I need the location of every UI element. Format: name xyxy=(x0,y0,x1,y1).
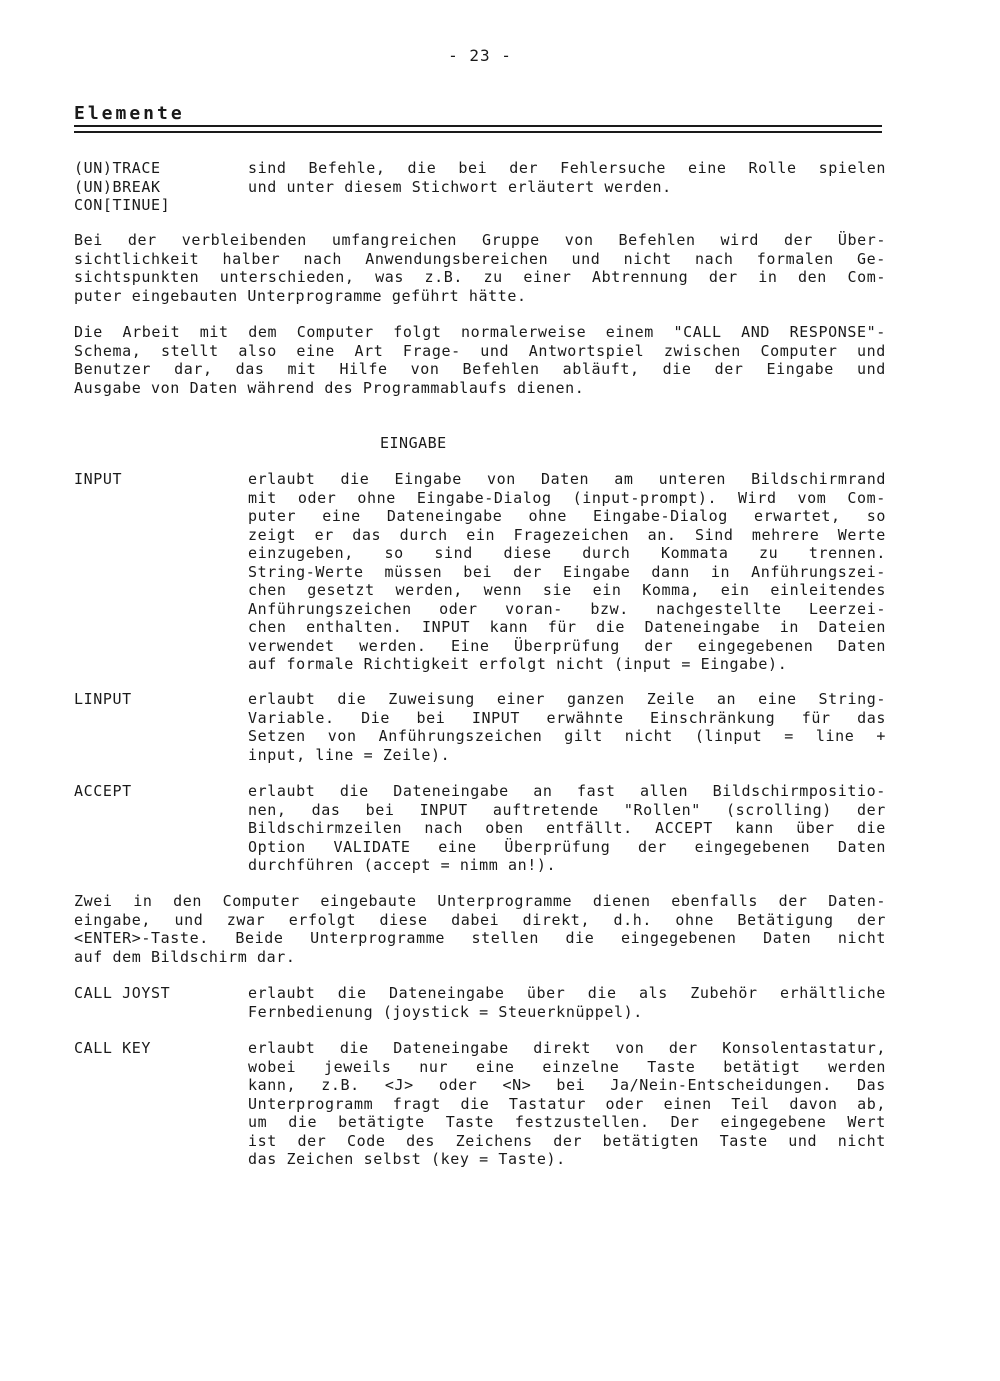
text-line: Die Arbeit mit dem Computer folgt normalerweise einem "CALL AND RESPONSE"- xyxy=(74,323,886,341)
entry-description xyxy=(248,1039,886,1169)
entry-description xyxy=(248,159,886,196)
entry-term: (UN)BREAK xyxy=(74,177,161,196)
section-heading: Elemente xyxy=(74,103,185,124)
text-line: nen, das bei INPUT auftretende "Rollen" (scrolling) der xyxy=(248,800,886,819)
text-line: Variable. Die bei INPUT erwähnte Einschränkung für das xyxy=(248,708,886,727)
entry-term: (UN)TRACE xyxy=(74,159,161,177)
text-line: erlaubt die Dateneingabe direkt von der Konsolentastatur, xyxy=(248,1039,886,1057)
section-title-eingabe: EINGABE xyxy=(380,434,447,452)
text-line: auf dem Bildschirm dar. xyxy=(74,947,296,966)
text-line: sichtlichkeit halber nach Anwendungsbereichen und nicht nach formalen Ge- xyxy=(74,249,886,268)
entry-trace-break-continue xyxy=(74,159,886,219)
paragraph-1 xyxy=(74,231,886,305)
text-line: puter eingebauten Unterprogramme geführt hätte. xyxy=(74,286,527,305)
text-line: Ausgabe von Daten während des Programmablaufs dienen. xyxy=(74,378,585,397)
text-line: erlaubt die Dateneingabe an fast allen Bildschirmpositio- xyxy=(248,782,886,800)
text-line: Schema, stellt also eine Art Frage- und Antwortspiel zwischen Computer und xyxy=(74,341,886,360)
text-line: Bei der verbleibenden umfangreichen Gruppe von Befehlen wird der Über- xyxy=(74,231,886,249)
text-line: mit oder ohne Eingabe-Dialog (input-prompt). Wird vom Com- xyxy=(248,488,886,507)
text-line: Option VALIDATE eine Überprüfung der eingegebenen Daten xyxy=(248,837,886,856)
text-line: Bildschirmzeilen nach oben entfällt. ACCEPT kann über die xyxy=(248,819,886,837)
text-line: um die betätigte Taste festzustellen. Der eingegebene Wert xyxy=(248,1113,886,1131)
entry-term: LINPUT xyxy=(74,690,132,708)
text-line: Benutzer dar, das mit Hilfe von Befehlen abläuft, die der Eingabe und xyxy=(74,360,886,378)
text-line: chen gesetzt werden, wenn sie ein Komma, ein einleitendes xyxy=(248,581,886,599)
text-line: erlaubt die Dateneingabe über die als Zubehör erhältliche xyxy=(248,984,886,1002)
text-line: auf formale Richtigkeit erfolgt nicht (input = Eingabe). xyxy=(248,655,788,673)
entry-description xyxy=(248,470,886,674)
text-line: verwendet werden. Eine Überprüfung der eingegebenen Daten xyxy=(248,636,886,655)
entry-description xyxy=(248,782,886,875)
text-line: Unterprogramm fragt die Tastatur oder einen Teil davon ab, xyxy=(248,1094,886,1113)
page-number: - 23 - xyxy=(448,46,512,65)
text-line: Fernbedienung (joystick = Steuerknüppel). xyxy=(248,1002,643,1021)
desc-line: sind Befehle, die bei der Fehlersuche eine Rolle spielen xyxy=(248,159,886,177)
text-line: input, line = Zeile). xyxy=(248,745,451,764)
heading-underline xyxy=(74,125,882,133)
text-line: Zwei in den Computer eingebaute Unterprogramme dienen ebenfalls der Daten- xyxy=(74,892,886,910)
entry-term: INPUT xyxy=(74,470,123,488)
text-line: ist der Code des Zeichens der betätigten Taste und nicht xyxy=(248,1131,886,1150)
entry-description xyxy=(248,690,886,764)
entry-term: CALL KEY xyxy=(74,1039,152,1057)
entry-term: CON[TINUE] xyxy=(74,196,171,214)
entry-terms xyxy=(74,159,244,215)
text-line: erlaubt die Zuweisung einer ganzen Zeile an eine String- xyxy=(248,690,886,708)
text-line: einzugeben, so sind diese durch Kommata zu trennen. xyxy=(248,544,886,562)
text-line: wobei jeweils nur eine einzelne Taste betätigt werden xyxy=(248,1057,886,1076)
text-line: Setzen von Anführungszeichen gilt nicht (linput = line + xyxy=(248,727,886,745)
entry-term: ACCEPT xyxy=(74,782,132,800)
text-line: zeigt er das durch ein Fragezeichen an. Sind mehrere Werte xyxy=(248,525,886,544)
text-line: Anführungszeichen oder voran- bzw. nachgestellte Leerzei- xyxy=(248,599,886,618)
text-line: kann, z.B. <J> oder <N> bei Ja/Nein-Entscheidungen. Das xyxy=(248,1076,886,1094)
text-line: eingabe, und zwar erfolgt diese dabei direkt, d.h. ohne Betätigung der xyxy=(74,910,886,929)
desc-line: und unter diesem Stichwort erläutert werden. xyxy=(248,177,672,196)
entry-description xyxy=(248,984,886,1021)
paragraph-3 xyxy=(74,892,886,966)
text-line: chen enthalten. INPUT kann für die Dateneingabe in Dateien xyxy=(248,618,886,636)
text-line: durchführen (accept = nimm an!). xyxy=(248,856,557,874)
entry-term: CALL JOYST xyxy=(74,984,171,1002)
text-line: das Zeichen selbst (key = Taste). xyxy=(248,1150,566,1168)
text-line: String-Werte müssen bei der Eingabe dann in Anführungszei- xyxy=(248,562,886,581)
text-line: puter eine Dateneingabe ohne Eingabe-Dialog erwartet, so xyxy=(248,507,886,525)
text-line: <ENTER>-Taste. Beide Unterprogramme stellen die eingegebenen Daten nicht xyxy=(74,929,886,947)
text-line: sichtspunkten unterschieden, was z.B. zu einer Abtrennung der in den Com- xyxy=(74,268,886,286)
text-line: erlaubt die Eingabe von Daten am unteren Bildschirmrand xyxy=(248,470,886,488)
paragraph-2 xyxy=(74,323,886,397)
